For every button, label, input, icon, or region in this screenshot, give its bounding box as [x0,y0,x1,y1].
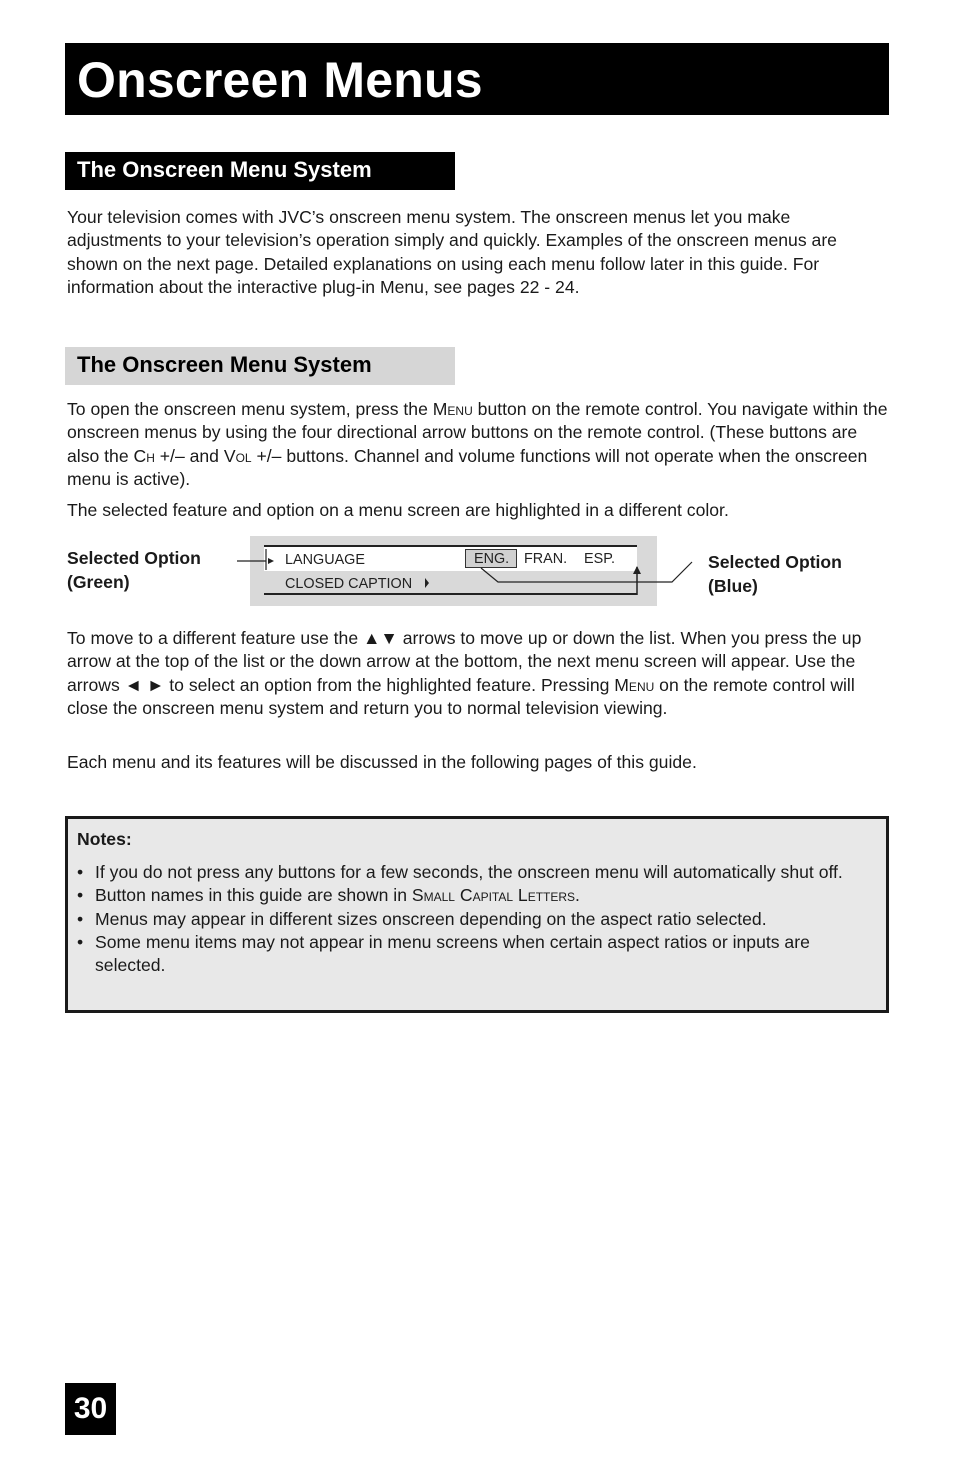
menu-button-name-2: Menu [614,674,655,695]
highlight-paragraph: The selected feature and option on a menu screen are highlighted in a different color. [67,500,729,520]
menu-item-language: LANGUAGE [285,552,365,568]
navigation-paragraph: To move to a different feature use the ▲▼ arrows to move up or down the list. When you press the up arrow at the top of the list or the down arrow at the bottom, the next menu screen will appear. Use the arrows ◄ ► to select an option from the highlighted feature. Pressing Menu on the remote control will close the onscreen menu system and return you to normal television viewing. [67,628,862,718]
section-heading-menu-system-usage: The Onscreen Menu System [65,347,455,385]
intro-paragraph: Your television comes with JVC’s onscreen menu system. The onscreen menus let you make adjustments to your television’s operation simply and quickly. Examples of the onscreen menus are shown on the next page. Detailed explanations on using each menu follow later in this guide. For information about the interactive plug-in Menu, see pages 22 - 24. [67,207,837,297]
pointer-arrow-icon [268,558,274,564]
menu-button-name: Menu [432,399,473,419]
open-menu-paragraph: To open the onscreen menu system, press the Menu button on the remote control. You navigate within the onscreen menus by using the four directional arrow buttons on the remote control. (These buttons are also the Ch +/– and Vol +/– buttons. Channel and volume functions will not operate when the onscreen menu is active). [67,399,888,489]
chevron-right-icon [425,578,429,588]
arrow-up-icon [633,566,641,574]
selected-option-blue-label: Selected Option (Blue) [708,552,842,596]
menu-item-closed-caption: CLOSED CAPTION [285,576,413,592]
features-paragraph: Each menu and its features will be discussed in the following pages of this guide. [67,752,697,772]
section-heading-menu-system: The Onscreen Menu System [65,152,455,190]
page-number: 30 [65,1383,116,1435]
notes-box [65,816,889,1013]
option-fran: FRAN. [524,551,568,567]
selected-option-green-label: Selected Option (Green) [67,548,201,592]
option-eng: ENG. [474,551,510,567]
note-item: • Some menu items may not appear in menu screens when certain aspect ratios or inputs are selected. [77,931,867,978]
note-item: • If you do not press any buttons for a few seconds, the onscreen menu will automatically shut off. [77,861,867,884]
vol-button-name: Vol [223,445,252,466]
ch-button-name: Ch [133,445,155,466]
notes-list [77,861,867,977]
notes-title: Notes: [77,829,132,849]
option-esp: ESP. [584,551,615,567]
note-item: • Menus may appear in different sizes onscreen depending on the aspect ratio selected. [77,908,867,931]
note-item: • Button names in this guide are shown in Small Capital Letters. [77,884,867,907]
page-title: Onscreen Menus [77,52,483,108]
